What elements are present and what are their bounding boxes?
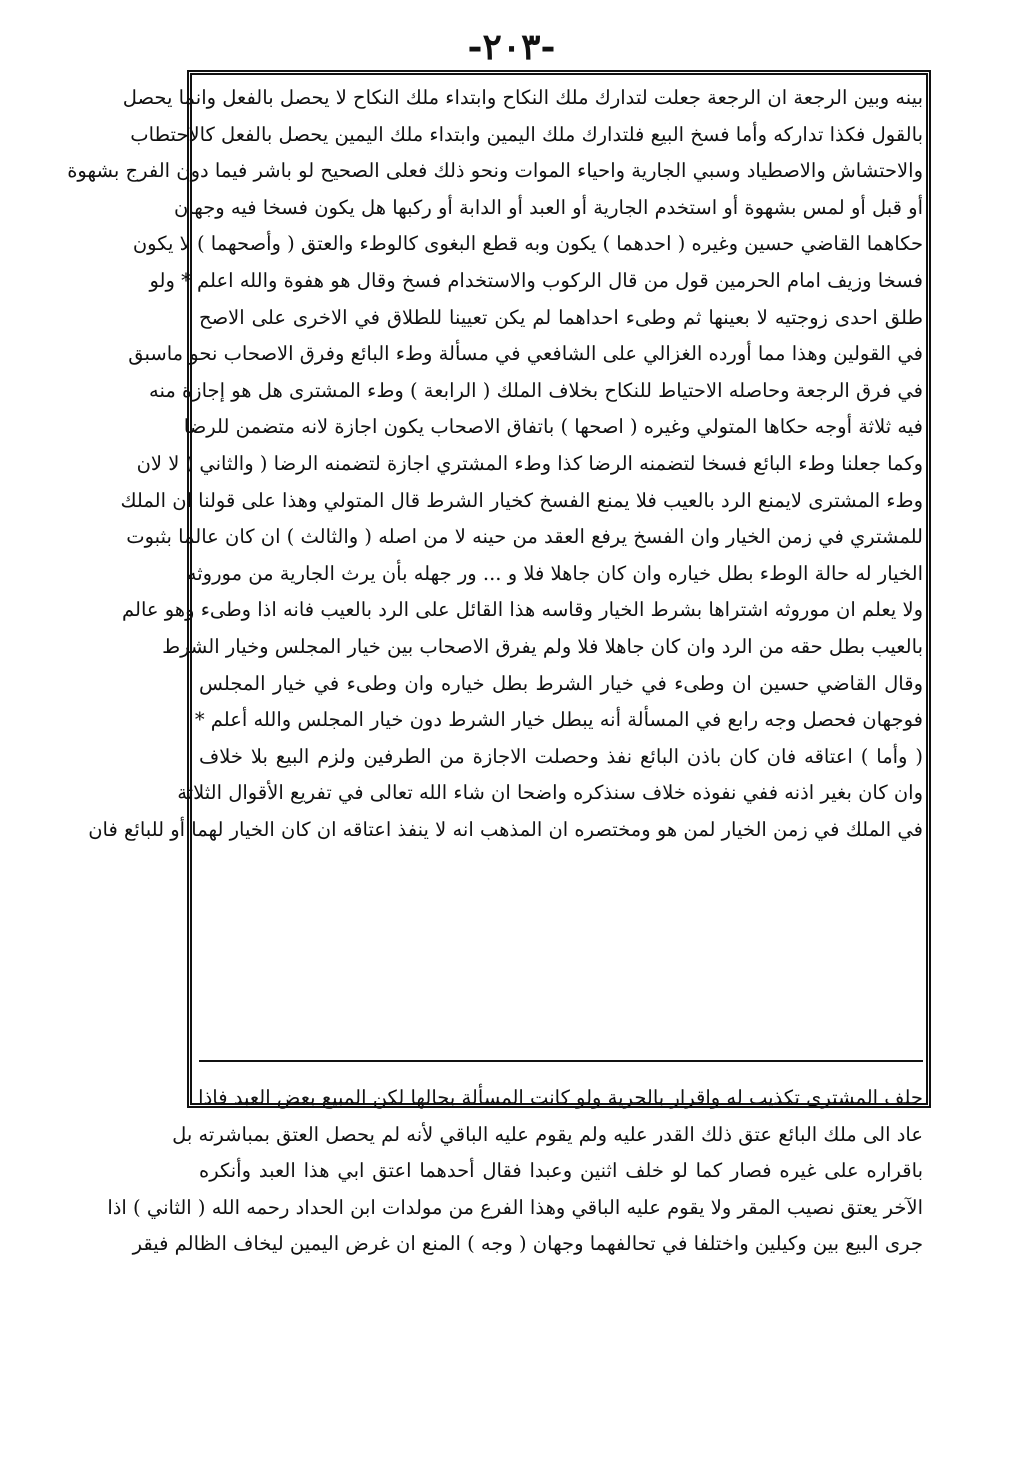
footnote-text-line: عاد الى ملك البائع عتق ذلك القدر عليه ولم يقوم عليه الباقي لأنه لم يحصل العتق بمباشرته بل <box>172 1122 923 1146</box>
footnote-text-block <box>107 1080 923 1300</box>
page-number: -٢٠٣- <box>467 26 556 68</box>
footnote-divider <box>199 1060 923 1062</box>
main-text-line: وكما جعلنا وطء البائع فسخا لتضمنه الرضا كذا وطء المشتري اجازة لتضمنه الرضا ( والثاني ) لا لان <box>136 451 923 475</box>
main-text-line: في القولين وهذا مما أورده الغزالي على الشافعي في مسألة وطء البائع وفرق الاصحاب نحو ماسبق <box>128 342 923 366</box>
main-text-line: في الملك في زمن الخيار لمن هو ومختصره ان المذهب انه لا ينفذ اعتاقه ان كان الخيار لهما أو للبائع فان <box>88 817 923 841</box>
main-text-line: في فرق الرجعة وحاصله الاحتياط للنكاح بخلاف الملك ( الرابعة ) وطء المشترى هل هو إجازة منه <box>148 378 923 402</box>
main-text-line: ولا يعلم ان موروثه اشتراها بشرط الخيار وقاسه هذا القائل على الرد بالعيب فانه اذا وطىء وهو عالم <box>122 598 923 622</box>
main-text-line: فيه ثلاثة أوجه حكاها المتولي وغيره ( اصحها ) باتفاق الاصحاب يكون اجازة لانه متضمن للرضا <box>183 415 923 439</box>
main-text-line: حكاهما القاضي حسين وغيره ( احدهما ) يكون وبه قطع البغوى كالوطء والعتق ( وأصحهما ) لا يكون <box>132 232 923 256</box>
main-text-line: بالعيب بطل حقه من الرد وان كان جاهلا فلا ولم يفرق الاصحاب بين خيار المجلس وخيار الشرط <box>162 634 923 658</box>
footnote-text-line: جرى البيع بين وكيلين واختلفا في تحالفهما وجهان ( وجه ) المنع ان غرض اليمين ليخاف الظالم فيقر <box>132 1232 923 1256</box>
main-text-line: وطء المشترى لايمنع الرد بالعيب فلا يمنع الفسخ كخيار الشرط قال المتولي وهذا على قولنا ان الملك <box>120 488 923 512</box>
main-text-line: بينه وبين الرجعة ان الرجعة جعلت لتدارك ملك النكاح وابتداء ملك النكاح لا يحصل بالفعل وانما يحصل <box>122 86 923 109</box>
main-text-line: ( وأما ) اعتاقه فان كان باذن البائع نفذ وحصلت الاجازة من الطرفين ولزم البيع بلا خلاف <box>199 744 923 768</box>
main-text-line: فسخا وزيف امام الحرمين قول من قال الركوب والاستخدام فسخ وقال هو هفوة والله اعلم * ولو <box>149 268 923 292</box>
footnote-text-line: باقراره على غيره فصار كما لو خلف اثنين وعبدا فقال أحدهما اعتق ابي هذا العبد وأنكره <box>199 1159 923 1183</box>
main-text-line: الخيار له حالة الوطء بطل خياره وان كان جاهلا فلا و ... ور جهله بأن يرث الجارية من موروثه <box>186 561 923 585</box>
main-text-line: والاحتشاش والاصطياد وسبي الجارية واحياء الموات ونحو ذلك فعلى الصحيح لو باشر فيما دون الفرج بشهوة <box>67 159 923 183</box>
footnote-text-line: الآخر يعتق نصيب المقر ولا يقوم عليه الباقي وهذا الفرع من مولدات ابن الحداد رحمه الله ( الثاني ) اذا <box>107 1195 923 1219</box>
main-text-line: فوجهان فحصل وجه رابع في المسألة أنه يبطل خيار الشرط دون خيار المجلس والله أعلم * <box>194 708 923 732</box>
main-text-line: طلق احدى زوجتيه لا بعينها ثم وطىء احداهما لم يكن تعيينا للطلاق في الاخرى على الاصح <box>199 305 923 329</box>
main-text-line: للمشتري في زمن الخيار وان الفسخ يرفع العقد من حينه لا من اصله ( والثالث ) ان كان عالما بثبوت <box>126 525 923 549</box>
main-text-block <box>67 80 923 1070</box>
footnote-text-line: حلف المشترى تكذيب له واقرار بالحرية ولو كانت المسألة بحالها لكن المبيع بعض العبد فاذا <box>198 1086 923 1109</box>
main-text-line: بالقول فكذا تداركه وأما فسخ البيع فلتدارك ملك اليمين وابتداء ملك اليمين يحصل بالفعل كالاحتطاب <box>130 122 923 146</box>
main-text-line: وقال القاضي حسين ان وطىء في خيار الشرط بطل خياره وان وطىء في خيار المجلس <box>199 671 923 695</box>
main-text-line: وان كان بغير اذنه ففي نفوذه خلاف سنذكره واضحا ان شاء الله تعالى في تفريع الأقوال الثلاثة <box>177 781 923 805</box>
main-text-line: أو قبل أو لمس بشهوة أو استخدم الجارية أو العبد أو الدابة أو ركبها هل يكون فسخا فيه وجهان <box>173 195 923 219</box>
